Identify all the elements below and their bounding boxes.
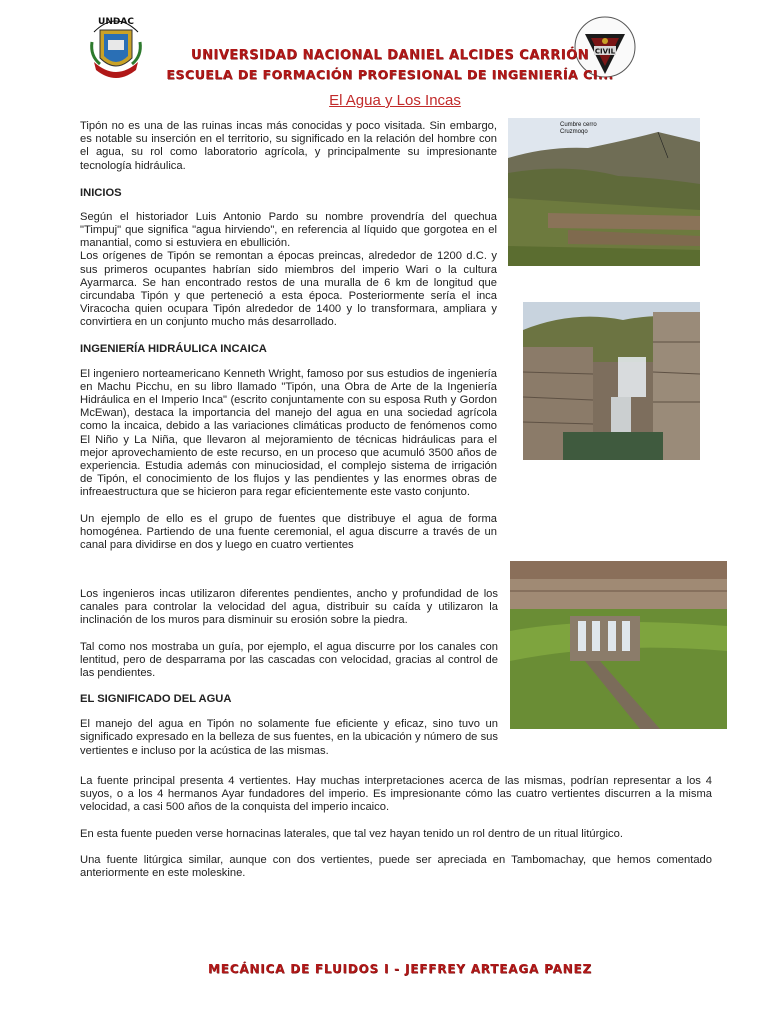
footer-course-author: MECÁNICA DE FLUIDOS I - JEFFREY ARTEAGA PANEZ [207,962,592,976]
middle-text-column [80,588,498,758]
section-heading-inicios: INICIOS [80,186,122,199]
tipon-waterfall-photo [523,302,700,460]
page-title: El Agua y Los Incas [329,92,461,109]
upper-text-column [80,120,497,552]
section-heading-significado: EL SIGNIFICADO DEL AGUA [80,693,232,706]
significado-paragraph-3: En esta fuente pueden verse hornacinas laterales, que tal vez hayan tenido un rol dentro de un ritual litúrgico. [80,827,623,840]
school-name: ESCUELA DE FORMACIÓN PROFESIONAL DE INGENIERÍA CI... [166,67,614,82]
inicios-paragraph-2: Los orígenes de Tipón se remontan a épocas preincas, alrededor de 1200 d.C. y sus primeros ocupantes habrían sido miembros del imperio Wari o la cultura Ayarmarca. Se han encontrado restos de una muralla de 6 km de longitud que circundaba Tipón y que perteneció a esta época. Posteriormente sería el inca Viracocha quien ocupara Tipón alrededor de 1400 y lo transformara, ampliara y convirtiera en un conjunto mucho más desarrollado. [80,250,497,329]
intro-paragraph: Tipón no es una de las ruinas incas más conocidas y poco visitada. Sin embargo, es notable su inserción en el territorio, su significado en la relación del hombre con el agua, su rol como laboratorio agrícola, y principalmente su impresionante tecnología hidráulica. [80,120,497,172]
inicios-paragraph-1: Según el historiador Luis Antonio Pardo su nombre provendría del quechua "Timpuj" que significa "agua hirviendo", en referencia al líquido que gorgotea en el manantial, como si estuviera en ebullición. [80,210,497,250]
lower-text-column [80,775,712,880]
significado-paragraph-4: Una fuente litúrgica similar, aunque con dos vertientes, puede ser apreciada en Tambomachay, que hemos comentado anteriormente en este moleskine. [80,853,712,880]
significado-paragraph-1: El manejo del agua en Tipón no solamente fue eficiente y eficaz, sino tuvo un significado expresado en la belleza de sus fuentes, en la ubicación y número de sus vertientes e incluso por la acústica de las mismas. [80,718,498,757]
tipon-hillside-photo [508,118,700,266]
hidraulica-paragraph-2: Un ejemplo de ello es el grupo de fuentes que distribuye el agua de forma homogénea. Partiendo de una fuente ceremonial, el agua discurre a través de un canal para dividirse en dos y luego en cuatro vertientes [80,512,497,552]
hidraulica-paragraph-4: Tal como nos mostraba un guía, por ejemplo, el agua discurre por los canales con lentitud, pero de desparrama por las cascadas con velocidad, gracias al control de las pendientes. [80,640,498,680]
tipon-fountain-photo [510,561,727,729]
section-heading-hidraulica: INGENIERÍA HIDRÁULICA INCAICA [80,342,267,355]
hidraulica-paragraph-1: El ingeniero norteamericano Kenneth Wright, famoso por sus estudios de ingeniería en Machu Picchu, en su libro llamado "Tipón, una Obra de Arte de la Ingeniería Hidráulica en el Imperio Inca" (escrito conjuntamente con su esposa Ruth y Gordon McEwan), destaca la importancia del manejo del agua en una sociedad agrícola como la incaica, debido a las variaciones climáticas producto de fenómenos como El Niño y La Niña, que llevaron al mejoramiento de técnicas hidráulicas para el mejor aprovechamiento de este recurso, en un proceso que acumuló 3500 años de experiencia. Estudia además con minuciosidad, el complejo sistema de irrigación de Tipón, el conocimiento de los flujos y las pendientes y las enormes obras de infreaestructura que se hicieron para regar eficientemente este vasto conjunto. [80,367,497,499]
civil-logo-text: CIVIL [594,47,616,56]
hidraulica-paragraph-3: Los ingenieros incas utilizaron diferentes pendientes, ancho y profundidad de los canales para controlar la velocidad del agua, distribuir su caída y utilizaron la inclinación de los muros para disminuir su erosión sobre la piedra. [80,588,498,627]
undac-logo [88,12,144,82]
university-name: UNIVERSIDAD NACIONAL DANIEL ALCIDES CARRIÓN [190,48,590,63]
undac-logo-text: UNDAC [98,17,134,27]
significado-paragraph-2: La fuente principal presenta 4 vertientes. Hay muchas interpretaciones acerca de las mismas, podrían representar a los 4 suyos, o a los 4 hermanos Ayar fundadores del imperio. Es impresionante cómo las cuatro vertientes discurren a la misma velocidad, a casi 500 años de la conquista del imperio incaico. [80,775,712,814]
photo-annotation-label: Cumbre cerro Cruzmoqo [560,122,597,135]
